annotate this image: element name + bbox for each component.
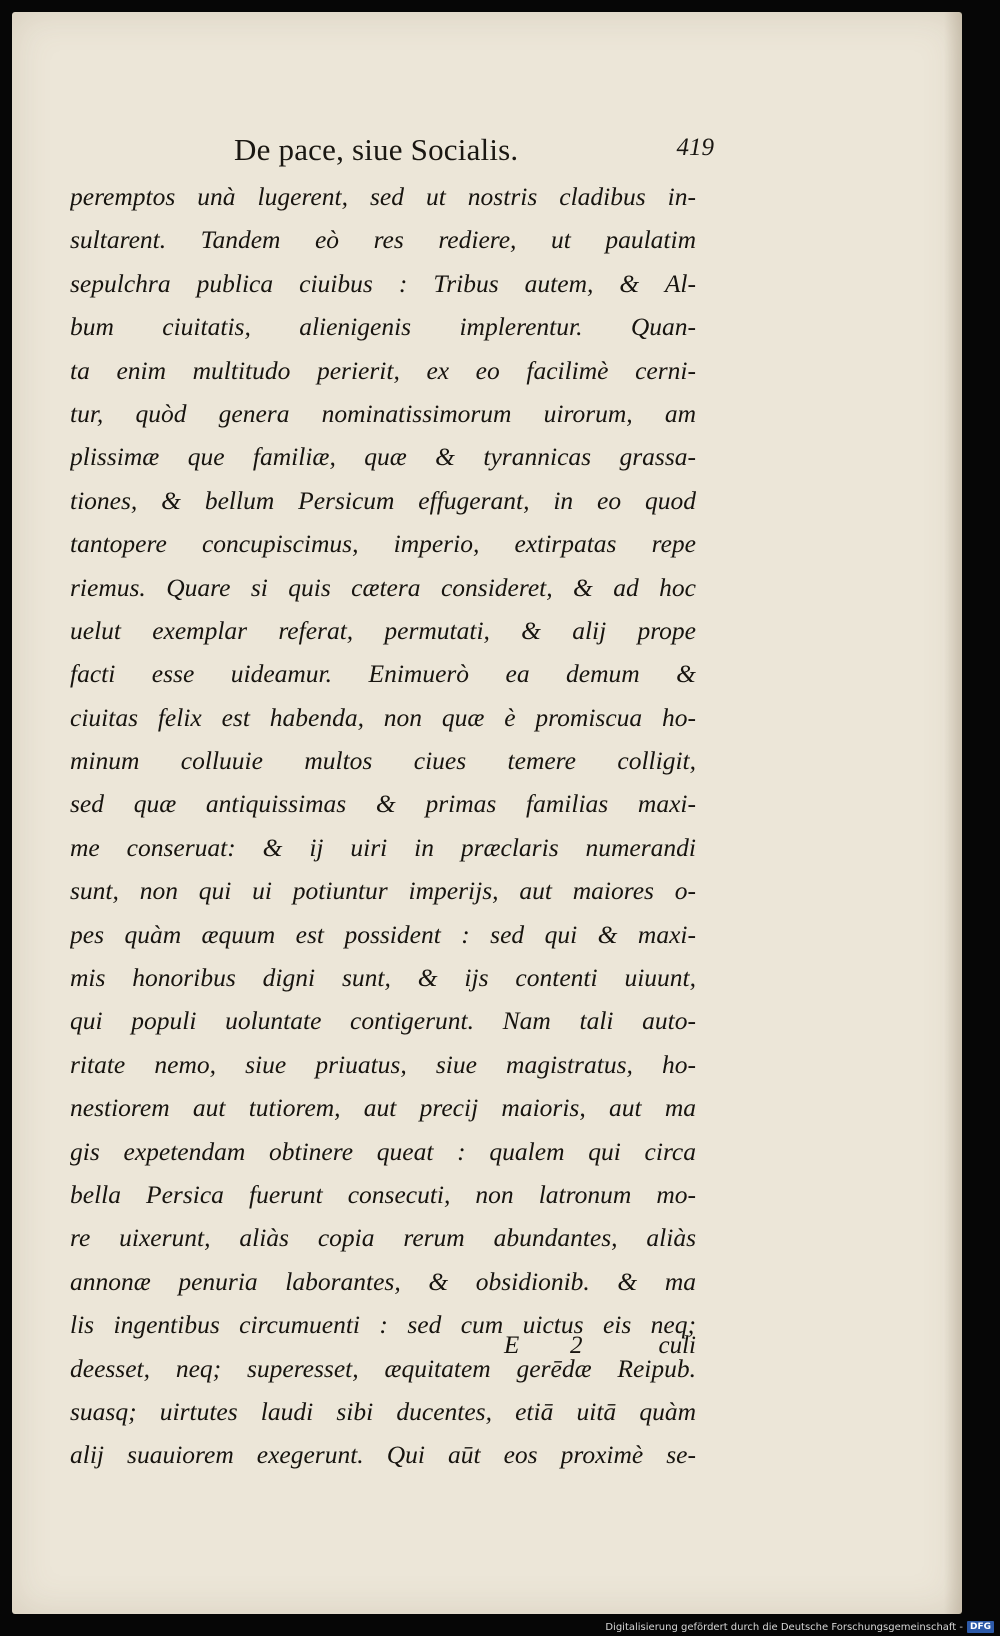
text-line: suasq; uirtutes laudi sibi ducentes, etiā uitā quàm <box>70 1396 696 1426</box>
text-line: sultarent. Tandem eò res rediere, ut paulatim <box>70 225 696 255</box>
catchword: culi <box>658 1332 696 1359</box>
text-line: mis honoribus digni sunt, & ijs contenti uiuunt, <box>70 963 696 993</box>
text-line: me conseruat: & ij uiri in præclaris numerandi <box>70 832 696 862</box>
text-line: ritate nemo, siue priuatus, siue magistratus, ho- <box>70 1049 696 1079</box>
text-line: tantopere concupiscimus, imperio, extirpatas repe <box>70 529 696 559</box>
page-footer <box>492 1332 712 1372</box>
text-line: peremptos unà lugerent, sed ut nostris cladibus in- <box>70 182 696 211</box>
text-line: pes quàm æquum est possident : sed qui & maxi- <box>70 919 696 949</box>
signature-number: 2 <box>570 1332 583 1359</box>
text-line: plissimæ que familiæ, quæ & tyrannicas grassa- <box>70 442 696 472</box>
credit-text: Digitalisierung gefördert durch die Deutsche Forschungsgemeinschaft - <box>605 1621 963 1633</box>
text-line: bum ciuitatis, alienigenis implerentur. Quan- <box>70 312 696 342</box>
body-text <box>70 175 696 1477</box>
text-line: annonæ penuria laborantes, & obsidionib. & ma <box>70 1266 696 1296</box>
text-line: deesset, neq; superesset, æquitatem gerēdæ Reipub. <box>70 1353 696 1383</box>
text-line: nestiorem aut tutiorem, aut precij maioris, aut ma <box>70 1093 696 1123</box>
page-edge-shadow <box>944 12 962 1614</box>
text-line: re uixerunt, aliàs copia rerum abundantes, aliàs <box>70 1223 696 1253</box>
text-line: minum colluuie multos ciues temere colligit, <box>70 746 696 776</box>
text-line: alij suauiorem exegerunt. Qui aūt eos proximè se- <box>70 1440 696 1470</box>
page-number: 419 <box>676 134 714 161</box>
text-line: ta enim multitudo perierit, ex eo facilimè cerni- <box>70 355 696 385</box>
text-line: bella Persica fuerunt consecuti, non latronum mo- <box>70 1179 696 1209</box>
text-line: facti esse uideamur. Enimuerò ea demum & <box>70 659 696 689</box>
text-line: ciuitas felix est habenda, non quæ è promiscua ho- <box>70 702 696 732</box>
text-line: uelut exemplar referat, permutati, & alij prope <box>70 615 696 645</box>
text-line: riemus. Quare si quis cætera consideret, & ad hoc <box>70 572 696 602</box>
dfg-logo-icon: DFG <box>967 1621 994 1633</box>
signature-mark: E <box>504 1332 520 1359</box>
text-line: tiones, & bellum Persicum effugerant, in eo quod <box>70 485 696 515</box>
text-line: tur, quòd genera nominatissimorum uirorum, am <box>70 398 696 428</box>
text-line: sepulchra publica ciuibus : Tribus autem, & Al- <box>70 268 696 298</box>
text-line: sunt, non qui ui potiuntur imperijs, aut maiores o- <box>70 876 696 906</box>
page-header <box>222 132 722 172</box>
text-line: sed quæ antiquissimas & primas familias maxi- <box>70 789 696 819</box>
text-line: lis ingentibus circumuenti : sed cum uictus eis neq; <box>70 1310 696 1340</box>
text-line: qui populi uoluntate contigerunt. Nam tali auto- <box>70 1006 696 1036</box>
text-line: gis expetendam obtinere queat : qualem qui circa <box>70 1136 696 1166</box>
book-page <box>12 12 962 1614</box>
digitization-credit <box>605 1620 994 1634</box>
running-title: De pace, siue Socialis. <box>234 132 519 167</box>
